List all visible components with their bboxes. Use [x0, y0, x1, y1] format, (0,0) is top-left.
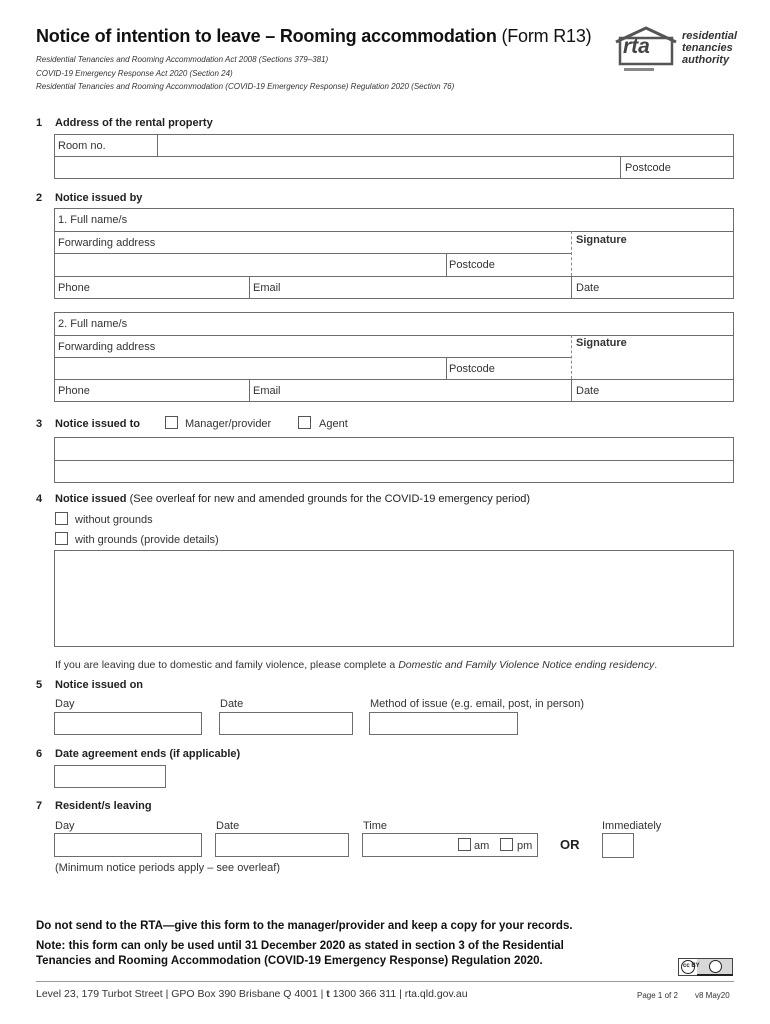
issuer-2-email-label[interactable]: Email — [253, 385, 281, 397]
footer-phone-web: 1300 366 311 | rta.qld.gov.au — [329, 988, 468, 1000]
section-3-number: 3 — [36, 418, 43, 430]
leaving-date-label: Date — [216, 820, 240, 832]
valid-until-note-2: Tenancies and Rooming Accommodation (COVID-19 Emergency Response) Regulation 2020. — [36, 955, 543, 967]
cc-license-text: cc BY — [683, 963, 700, 969]
leaving-day-field[interactable] — [54, 833, 202, 857]
minimum-notice-note: (Minimum notice periods apply – see overleaf) — [55, 862, 280, 874]
section-4-title: Notice issued — [55, 493, 127, 505]
section-1-title: Address of the rental property — [55, 117, 213, 129]
without-grounds-label: without grounds — [75, 514, 153, 526]
divider — [54, 357, 572, 358]
issuer-2-address-label[interactable]: Forwarding address — [58, 341, 156, 353]
act-reference-1: Residential Tenancies and Rooming Accommodation Act 2008 (Sections 379–381) — [36, 55, 329, 64]
form-title-number: (Form R13) — [501, 26, 592, 46]
form-title-main: Notice of intention to leave – Rooming accommodation — [36, 26, 497, 46]
rta-logo-text: rta — [623, 35, 650, 58]
divider — [54, 335, 734, 336]
agent-label: Agent — [319, 418, 348, 430]
divider — [249, 379, 250, 402]
immediately-checkbox[interactable] — [602, 833, 634, 858]
form-version: v8 May20 — [695, 991, 730, 1000]
divider — [446, 357, 447, 379]
issuer-2-phone-label[interactable]: Phone — [58, 385, 90, 397]
notice-date-field[interactable] — [219, 712, 353, 735]
without-grounds-checkbox[interactable] — [55, 512, 68, 525]
room-no-label: Room no. — [58, 140, 106, 152]
pm-label: pm — [517, 840, 533, 852]
rta-logo-words — [682, 30, 737, 66]
section-5-number: 5 — [36, 679, 43, 691]
agreement-end-date-field[interactable] — [54, 765, 166, 788]
section-2-title: Notice issued by — [55, 192, 143, 204]
act-reference-2: COVID-19 Emergency Response Act 2020 (Section 24) — [36, 69, 233, 78]
immediately-label: Immediately — [602, 820, 662, 832]
section-2-number: 2 — [36, 192, 43, 204]
grounds-details-field[interactable] — [54, 550, 734, 647]
method-field[interactable] — [369, 712, 518, 735]
section-7-title: Resident/s leaving — [55, 800, 152, 812]
footer-phone-prefix: t — [326, 988, 330, 1000]
section-1-number: 1 — [36, 117, 43, 129]
footer-divider — [36, 981, 734, 982]
rta-logo — [610, 24, 738, 72]
issuer-1-date-label[interactable]: Date — [576, 282, 600, 294]
recipient-address-field[interactable] — [55, 461, 733, 482]
issuer-2-name-label[interactable]: 2. Full name/s — [58, 318, 128, 330]
section-5-title: Notice issued on — [55, 679, 144, 691]
section-6-number: 6 — [36, 748, 43, 760]
issuer-1-phone-label[interactable]: Phone — [58, 282, 90, 294]
recipient-name-field[interactable] — [55, 438, 733, 459]
or-label: OR — [560, 837, 580, 852]
with-grounds-checkbox[interactable] — [55, 532, 68, 545]
divider — [571, 379, 572, 402]
section-4-subtitle: (See overleaf for new and amended grounds for the COVID-19 emergency period) — [129, 493, 531, 505]
dv-note-text: If you are leaving due to domestic and family violence, please complete a — [55, 659, 399, 671]
issuer-2-signature-label[interactable]: Signature — [576, 337, 627, 349]
section-3-title: Notice issued to — [55, 418, 140, 430]
by-attribution-icon — [709, 960, 722, 973]
issuer-1-address-label[interactable]: Forwarding address — [58, 237, 156, 249]
valid-until-note-1: Note: this form can only be used until 31 December 2020 as stated in section 3 of the Residential — [36, 940, 564, 952]
rta-word-tenancies: tenancies — [682, 42, 733, 54]
section-4-number: 4 — [36, 493, 43, 505]
issuer-1-postcode-label[interactable]: Postcode — [449, 259, 495, 271]
leaving-day-label: Day — [55, 820, 75, 832]
act-reference-3: Residential Tenancies and Rooming Accommodation (COVID-19 Emergency Response) Regulation 2020 (Section 76) — [36, 82, 455, 91]
agent-checkbox[interactable] — [298, 416, 311, 429]
issuer-1-signature-label[interactable]: Signature — [576, 234, 627, 246]
with-grounds-label: with grounds (provide details) — [75, 534, 219, 546]
manager-provider-checkbox[interactable] — [165, 416, 178, 429]
section-4-heading — [55, 493, 530, 505]
issuer-1-name-label[interactable]: 1. Full name/s — [58, 214, 128, 226]
leaving-date-field[interactable] — [215, 833, 349, 857]
issuer-2-date-label[interactable]: Date — [576, 385, 600, 397]
notice-date-label: Date — [220, 698, 244, 710]
section-6-title: Date agreement ends (if applicable) — [55, 748, 241, 760]
dv-note-end: . — [654, 659, 658, 671]
divider — [54, 231, 734, 232]
rta-word-authority: authority — [682, 54, 730, 66]
dv-note — [55, 659, 657, 671]
dv-note-form-name: Domestic and Family Violence Notice ending residency — [398, 659, 655, 671]
divider — [571, 276, 572, 299]
divider — [54, 276, 734, 277]
am-checkbox[interactable] — [458, 838, 471, 851]
method-label: Method of issue (e.g. email, post, in person) — [370, 698, 584, 710]
divider — [54, 253, 572, 254]
do-not-send-note: Do not send to the RTA—give this form to the manager/provider and keep a copy for your records. — [36, 920, 573, 932]
manager-provider-label: Manager/provider — [185, 418, 272, 430]
section-7-number: 7 — [36, 800, 43, 812]
property-postcode-label[interactable]: Postcode — [625, 162, 671, 174]
divider — [620, 156, 621, 179]
notice-day-label: Day — [55, 698, 75, 710]
property-street-field[interactable] — [158, 135, 733, 156]
divider — [54, 379, 734, 380]
leaving-time-label: Time — [363, 820, 388, 832]
footer-address: Level 23, 179 Turbot Street | GPO Box 390 Brisbane Q 4001 | — [36, 988, 327, 1000]
issuer-2-postcode-label[interactable]: Postcode — [449, 363, 495, 375]
divider — [571, 335, 572, 379]
divider — [249, 276, 250, 299]
pm-checkbox[interactable] — [500, 838, 513, 851]
notice-day-field[interactable] — [54, 712, 202, 735]
divider — [571, 231, 572, 276]
am-label: am — [474, 840, 490, 852]
form-title — [36, 26, 591, 47]
property-suburb-field[interactable] — [55, 157, 620, 178]
rta-word-residential: residential — [682, 30, 738, 42]
page-number: Page 1 of 2 — [637, 991, 678, 1000]
divider — [446, 253, 447, 276]
issuer-1-email-label[interactable]: Email — [253, 282, 281, 294]
cc-license-badge — [678, 958, 733, 976]
footer-contact — [36, 988, 468, 1000]
